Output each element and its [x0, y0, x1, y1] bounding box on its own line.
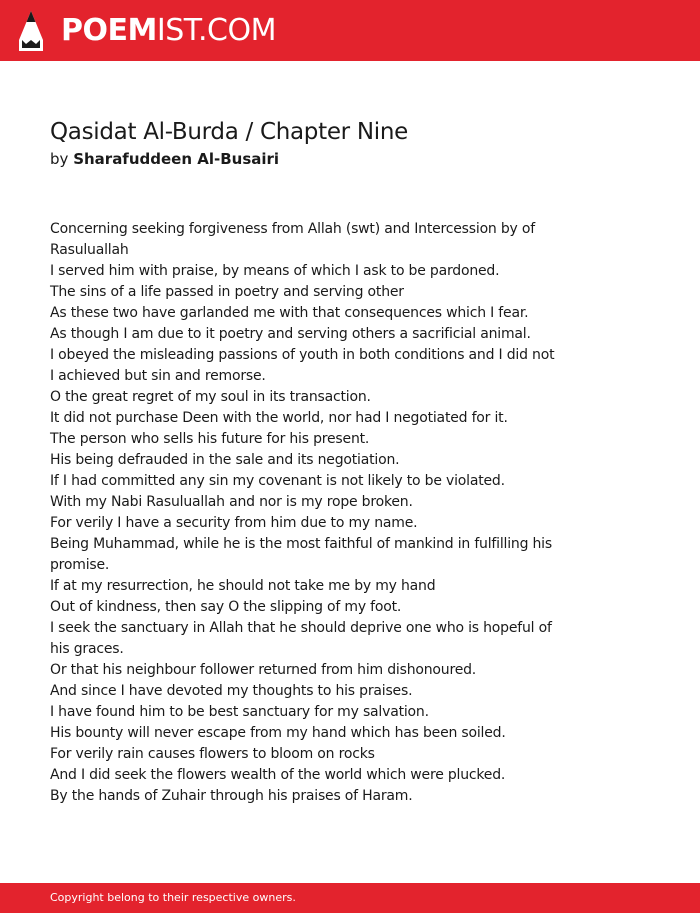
poem-line: Being Muhammad, while he is the most faithful of mankind in fulfilling his [50, 536, 552, 552]
poem-line: Out of kindness, then say O the slipping of my foot. [50, 599, 402, 615]
poem-line: For verily rain causes flowers to bloom on rocks [50, 746, 375, 762]
poem-title: Qasidat Al-Burda / Chapter Nine [50, 119, 408, 145]
footer-copyright: Copyright belong to their respective owners. [50, 891, 296, 904]
poem-body [50, 219, 570, 807]
poem-line: O the great regret of my soul in its transaction. [50, 389, 371, 405]
poem-line: As though I am due to it poetry and serving others a sacrificial animal. [50, 326, 531, 342]
poem-line: promise. [50, 557, 110, 573]
poem-line: His being defrauded in the sale and its negotiation. [50, 452, 400, 468]
poem-line: I seek the sanctuary in Allah that he should deprive one who is hopeful of [50, 620, 552, 636]
poem-line: The sins of a life passed in poetry and serving other [50, 284, 404, 300]
poem-line: his graces. [50, 641, 124, 657]
by-label: by [50, 150, 69, 168]
poem-line: And I did seek the flowers wealth of the world which were plucked. [50, 767, 506, 783]
poem-author: Sharafuddeen Al-Busairi [73, 150, 280, 168]
site-header [0, 0, 700, 61]
poem-line: With my Nabi Rasuluallah and nor is my rope broken. [50, 494, 413, 510]
poem-line: If I had committed any sin my covenant is not likely to be violated. [50, 473, 505, 489]
poem-line: By the hands of Zuhair through his praises of Haram. [50, 788, 413, 804]
poem-line: Concerning seeking forgiveness from Allah (swt) and Intercession by of [50, 221, 535, 237]
poem-line: Rasuluallah [50, 242, 129, 258]
pencil-tip-icon[interactable] [17, 10, 45, 52]
poem-line: I have found him to be best sanctuary for my salvation. [50, 704, 429, 720]
poem-line: The person who sells his future for his present. [50, 431, 370, 447]
poem-line: I achieved but sin and remorse. [50, 368, 266, 384]
logo-text-bold: POEM [61, 13, 157, 48]
site-footer [0, 883, 700, 913]
poem-line: And since I have devoted my thoughts to his praises. [50, 683, 413, 699]
poem-line: I served him with praise, by means of which I ask to be pardoned. [50, 263, 500, 279]
poem-line: If at my resurrection, he should not take me by my hand [50, 578, 436, 594]
site-logo[interactable] [61, 14, 276, 48]
logo-text-light: IST.COM [156, 13, 276, 48]
poem-line: As these two have garlanded me with that consequences which I fear. [50, 305, 529, 321]
poem-byline [50, 149, 279, 169]
poem-line: It did not purchase Deen with the world, nor had I negotiated for it. [50, 410, 508, 426]
poem-line: His bounty will never escape from my hand which has been soiled. [50, 725, 506, 741]
poem-line: I obeyed the misleading passions of youth in both conditions and I did not [50, 347, 555, 363]
poem-line: Or that his neighbour follower returned from him dishonoured. [50, 662, 477, 678]
poem-line: For verily I have a security from him due to my name. [50, 515, 418, 531]
